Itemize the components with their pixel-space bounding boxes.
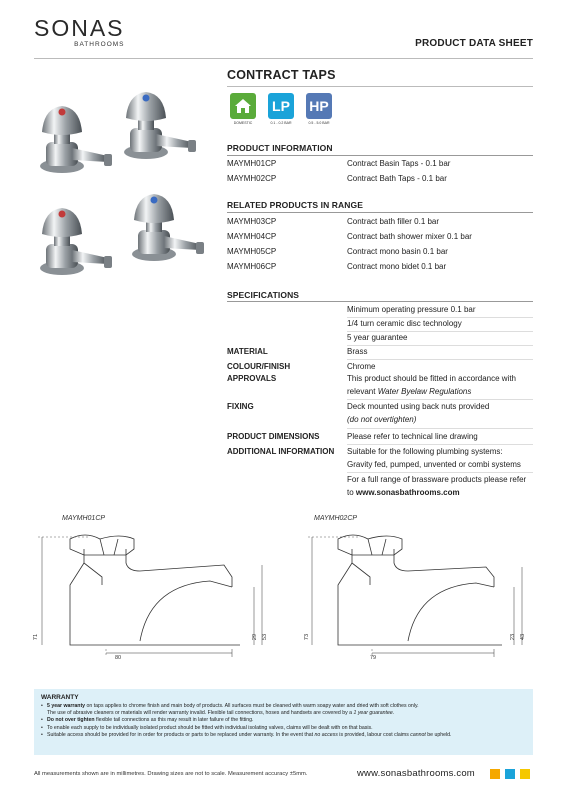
- spec-separator: [347, 399, 533, 400]
- spec-dimensions: Please refer to technical line drawing: [347, 432, 478, 441]
- brand-sub: BATHROOMS: [74, 41, 125, 48]
- warranty-italic: no access: [314, 731, 338, 738]
- spec-range-1: For a full range of brassware products please refer: [347, 475, 527, 484]
- product-info-heading: PRODUCT INFORMATION: [227, 143, 333, 153]
- doc-type: PRODUCT DATA SHEET: [415, 38, 533, 49]
- warranty-bold: 5 year warranty: [47, 703, 86, 709]
- spec-label-dimensions: PRODUCT DIMENSIONS: [227, 432, 320, 441]
- badge-hp: [303, 93, 335, 125]
- spec-general: Minimum operating pressure 0.1 bar: [347, 305, 476, 314]
- badge-caption: 0.5 - 5.0 BAR: [308, 121, 330, 125]
- spec-range-2: [347, 487, 460, 500]
- product-code: MAYMH01CP: [227, 159, 277, 168]
- spec-approvals-2: [347, 386, 471, 399]
- warranty-text: is provided, labour cost claims: [337, 731, 411, 738]
- spec-separator: [347, 444, 533, 445]
- product-code: MAYMH06CP: [227, 262, 277, 271]
- warranty-text: The use of abrasive cleaners or materials will render warranty invalid. Flexible tail connections, hoses and handsets are covered by a: [47, 710, 354, 717]
- spec-fixing-2-text: (do not overtighten): [347, 415, 417, 424]
- house-icon: [230, 93, 256, 119]
- spec-separator: [347, 345, 533, 346]
- warranty-item: [41, 703, 526, 710]
- badge-label: LP: [268, 93, 294, 119]
- spec-label-material: MATERIAL: [227, 347, 268, 356]
- dim-body: 43: [520, 633, 527, 641]
- spec-approvals-1: This product should be fitted in accordance with: [347, 374, 516, 383]
- dim-height: 71: [33, 633, 40, 641]
- warranty-text: flexible tail connections as this may result in later failure of the fitting.: [94, 717, 254, 724]
- spec-separator: [347, 472, 533, 473]
- spec-material: Brass: [347, 347, 368, 356]
- dim-spout: 23: [510, 633, 517, 641]
- product-desc: Contract mono basin 0.1 bar: [347, 247, 448, 256]
- warranty-item: • To enable each supply to be individually isolated product should be fitted with individual isolating valves, claims will be dealt with on that basis.: [41, 725, 526, 732]
- warranty-bold: Do not over tighten: [47, 717, 95, 724]
- color-square: [520, 769, 530, 779]
- warranty-text: on taps applies to chrome finish and main body of products. All surfaces must be cleaned with warm soapy water and dried with soft clothes only.: [85, 703, 419, 709]
- spec-general: 5 year guarantee: [347, 333, 408, 342]
- pressure-badges: [227, 93, 335, 125]
- related-heading: RELATED PRODUCTS IN RANGE: [227, 200, 363, 210]
- brand-name: SONAS: [34, 15, 125, 41]
- color-square: [505, 769, 515, 779]
- spec-additional-1: Suitable for the following plumbing systems:: [347, 447, 503, 456]
- spec-range-url[interactable]: www.sonasbathrooms.com: [355, 488, 460, 497]
- product-code: MAYMH02CP: [227, 174, 277, 183]
- warranty-text: Suitable access should be provided for in order for products or parts to be replaced under warranty. In the event that: [47, 731, 315, 738]
- section-divider: [227, 212, 533, 213]
- warranty-italic: 1 year guarantee.: [353, 710, 395, 717]
- warranty-heading: WARRANTY: [41, 694, 79, 701]
- section-divider: [227, 301, 533, 302]
- warranty-box: [34, 689, 533, 755]
- badge-caption: DOMESTIC: [233, 121, 253, 125]
- product-desc: Contract Bath Taps - 0.1 bar: [347, 174, 447, 183]
- technical-drawing: [30, 525, 540, 665]
- badge-lp: [265, 93, 297, 125]
- product-code: MAYMH03CP: [227, 217, 277, 226]
- dim-height: 73: [304, 633, 311, 641]
- spec-separator: [347, 359, 533, 360]
- spec-fixing-1: Deck mounted using back nuts provided: [347, 402, 490, 411]
- dim-spout: 29: [252, 633, 259, 641]
- product-code: MAYMH04CP: [227, 232, 277, 241]
- badge-domestic: [227, 93, 259, 125]
- spec-label-colour: COLOUR/FINISH: [227, 362, 291, 371]
- spec-label-fixing: FIXING: [227, 402, 254, 411]
- spec-approvals-2b: Water Byelaw Regulations: [377, 387, 472, 396]
- product-title: CONTRACT TAPS: [227, 68, 336, 82]
- spec-approvals-2a: relevant: [347, 387, 378, 396]
- drawing-label: MAYMH02CP: [314, 515, 358, 522]
- warranty-italic: cannot: [410, 731, 426, 738]
- spec-general: 1/4 turn ceramic disc technology: [347, 319, 462, 328]
- badge-caption: 0.1 - 0.2 BAR: [270, 121, 292, 125]
- spec-label-approvals: APPROVALS: [227, 374, 277, 383]
- warranty-item: [41, 732, 526, 739]
- title-divider: [227, 86, 533, 87]
- warranty-text: be upheld.: [425, 731, 452, 738]
- header-divider: [34, 58, 533, 59]
- product-desc: Contract mono bidet 0.1 bar: [347, 262, 447, 271]
- spec-separator: [347, 428, 533, 429]
- product-desc: Contract bath shower mixer 0.1 bar: [347, 232, 472, 241]
- color-square: [490, 769, 500, 779]
- footer-note: All measurements shown are in millimetres. Drawing sizes are not to scale. Measurement accuracy ±5mm.: [34, 771, 308, 777]
- spec-range-2a: to: [347, 488, 356, 497]
- spec-fixing-2: [347, 414, 416, 427]
- specs-heading: SPECIFICATIONS: [227, 290, 300, 300]
- spec-colour: Chrome: [347, 362, 376, 371]
- dim-width: 79: [370, 655, 377, 661]
- product-desc: Contract bath filler 0.1 bar: [347, 217, 440, 226]
- dim-width: 80: [115, 655, 122, 661]
- product-photo: [30, 80, 220, 290]
- badge-label: HP: [306, 93, 332, 119]
- spec-additional-2: Gravity fed, pumped, unvented or combi systems: [347, 460, 521, 469]
- warranty-item: [41, 710, 526, 717]
- spec-label-additional: ADDITIONAL INFORMATION: [227, 447, 335, 456]
- product-code: MAYMH05CP: [227, 247, 277, 256]
- brand-logo: [34, 17, 125, 48]
- warranty-item: [41, 717, 526, 724]
- section-divider: [227, 155, 533, 156]
- dim-body: 53: [262, 633, 269, 641]
- drawing-label: MAYMH01CP: [62, 515, 106, 522]
- product-desc: Contract Basin Taps - 0.1 bar: [347, 159, 451, 168]
- footer-url[interactable]: www.sonasbathrooms.com: [357, 768, 475, 779]
